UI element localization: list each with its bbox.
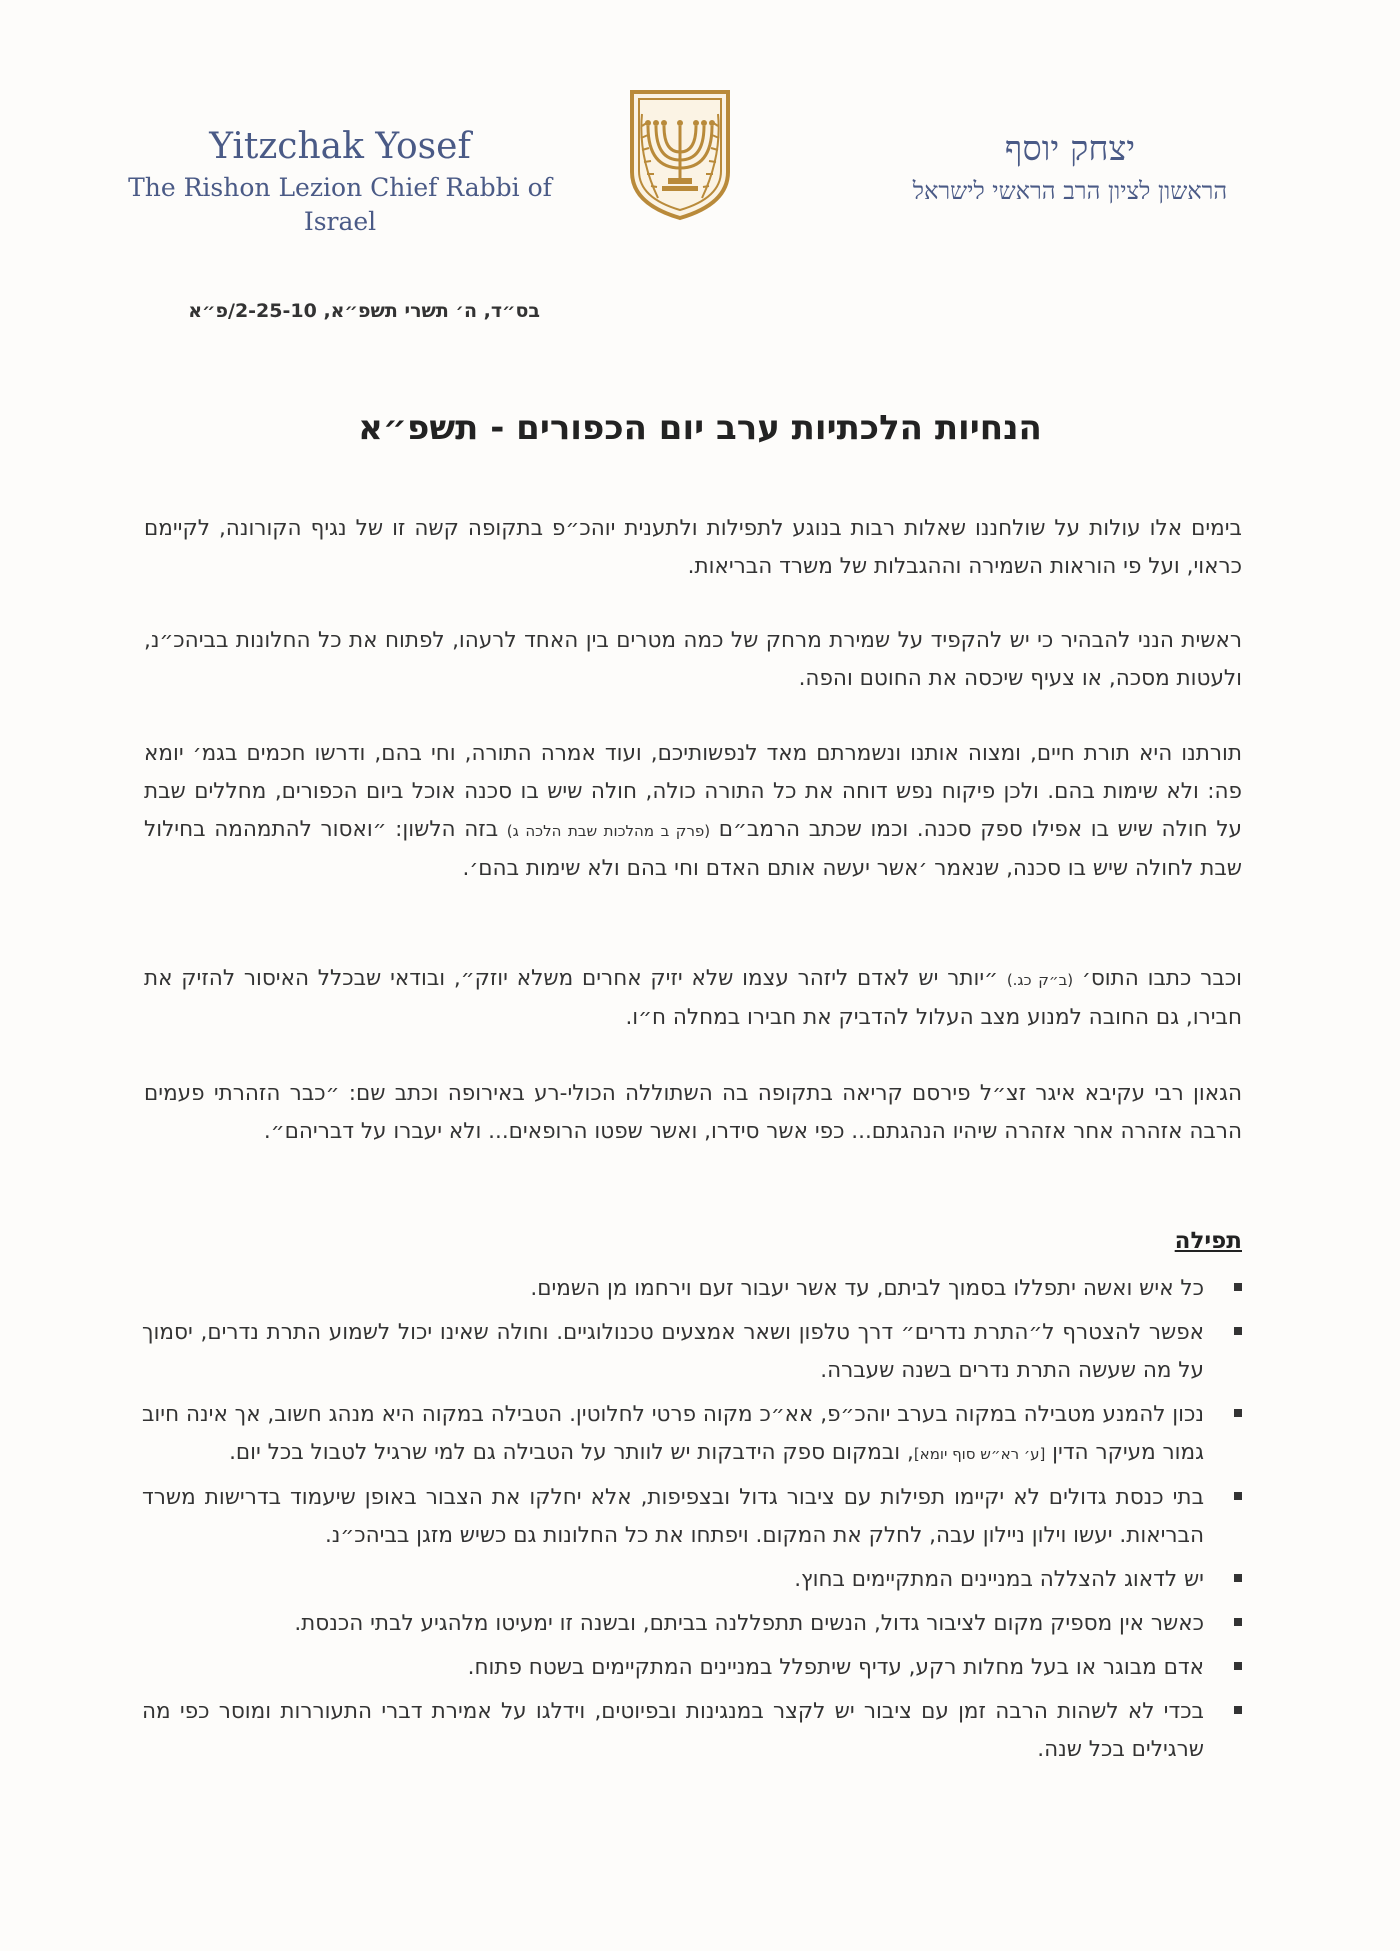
bullet-square-icon — [1234, 1618, 1242, 1626]
menorah-emblem-icon — [624, 86, 736, 222]
list-item — [142, 1270, 1242, 1308]
bullet-square-icon — [1234, 1409, 1242, 1417]
letterhead-title-en: The Rishon Lezion Chief Rabbi of Israel — [128, 173, 552, 236]
list-item-text: יש לדאוג להצללה במניינים המתקיימים בחוץ. — [794, 1567, 1204, 1592]
paragraph-4-citation: (ב״ק כג.) — [1006, 971, 1074, 989]
document-title: הנחיות הלכתיות ערב יום הכפורים - תשפ״א — [358, 408, 1042, 448]
list-item-text: כל איש ואשה יתפללו בסמוך לביתם, עד אשר יעבור זעם וירחמו מן השמים. — [530, 1276, 1204, 1301]
list-item — [142, 1693, 1242, 1769]
paragraph-3-text-a: תורתנו היא תורת חיים, ומצוה אותנו ונשמרתם מאד לנפשותיכם, ועוד אמרה התורה, וחי בהם, ודרשו חכמים בגמ׳ יומא פה: ולא שימות בהם. ולכן פיקוח נפש דוחה את כל התורה כולה, חולה שיש בו סכנה אוכל ביום הכפורים, מחללים שבת על חולה שיש בו אפילו ספק סכנה. וכמו שכתב הרמב״ם — [144, 741, 1243, 842]
letterhead-english — [100, 125, 580, 239]
list-item-citation: [ע׳ רא״ש סוף יומא] — [913, 1445, 1046, 1463]
letterhead-name-en: Yitzchak Yosef — [209, 126, 471, 167]
paragraph-2: ראשית הנני להבהיר כי יש להקפיד על שמירת מרחק של כמה מטרים בין האחד לרעהו, לפתוח את כל החלונות בביהכ״נ, ולעטות מסכה, או צעיף שיכסה את החוטם והפה. — [144, 628, 1242, 691]
letterhead-title-he: הראשון לציון הרב הראשי לישראל — [912, 177, 1228, 205]
bullet-square-icon — [1234, 1662, 1242, 1670]
list-item — [142, 1649, 1242, 1687]
list-item-text: כאשר אין מספיק מקום לציבור גדול, הנשים תתפללנה בביתם, ובשנה זו ימעיטו מלהגיע לבתי הכנסת. — [294, 1611, 1204, 1636]
prayer-guidelines-list — [142, 1270, 1242, 1775]
list-item-text: בכדי לא לשהות הרבה זמן עם ציבור יש לקצר במנגינות ובפיוטים, וידלגו על אמירת דברי התעוררות ומוסר כפי מה שרגילים בכל שנה. — [142, 1699, 1204, 1762]
list-item — [142, 1396, 1242, 1473]
paragraph-3 — [144, 735, 1242, 888]
list-item — [142, 1314, 1242, 1390]
letterhead-name-he: יצחק יוסף — [1004, 129, 1136, 169]
list-item-text: אפשר להצטרף ל״התרת נדרים״ דרך טלפון ושאר אמצעים טכנולוגיים. וחולה שאינו יכול לשמוע התרת נדרים, יסמוך על מה שעשה התרת נדרים בשנה שעברה. — [142, 1320, 1204, 1383]
section-title-prayer: תפילה — [1174, 1228, 1242, 1254]
paragraph-4-text-b: ״יותר יש לאדם ליזהר עצמו שלא יזיק אחרים משלא יוזק״, ובודאי שבכלל האיסור להזיק את חבירו, גם החובה למנוע מצב העלול להדביק את חבירו במחלה ח״ו. — [144, 966, 1242, 1030]
paragraph-3-citation: (פרק ב מהלכות שבת הלכה ג) — [506, 822, 711, 840]
paragraph-4 — [144, 960, 1242, 1037]
bullet-square-icon — [1234, 1706, 1242, 1714]
list-item-text-b: , ובמקום ספק הידבקות יש לוותר על הטבילה גם למי שרגיל לטבול בכל יום. — [229, 1440, 914, 1465]
paragraph-3-text-b: בזה הלשון: ״ואסור להתמהמה בחילול שבת לחולה שיש בו סכנה, שנאמר ׳אשר יעשה אותם האדם וחי בהם ולא שימות בהם׳. — [144, 817, 1242, 881]
letterhead-hebrew — [860, 128, 1280, 208]
bullet-square-icon — [1234, 1283, 1242, 1291]
date-reference: בס״ד, ה׳ תשרי תשפ״א, 2-25-10/פ״א — [188, 300, 540, 322]
bullet-square-icon — [1234, 1492, 1242, 1500]
list-item — [142, 1479, 1242, 1555]
paragraph-5: הגאון רבי עקיבא איגר זצ״ל פירסם קריאה בתקופה בה השתוללה הכולי-רע באירופה וכתב שם: ״כבר הזהרתי פעמים הרבה אזהרה אחר אזהרה שיהיו הנהגתם... כפי אשר סידרו, ואשר שפטו הרופאים... ולא יעברו על דבריהם״. — [144, 1081, 1242, 1144]
bullet-square-icon — [1234, 1327, 1242, 1335]
list-item-text: אדם מבוגר או בעל מחלות רקע, עדיף שיתפלל במניינים המתקיימים בשטח פתוח. — [467, 1655, 1204, 1680]
list-item — [142, 1605, 1242, 1643]
paragraph-4-text-a: וכבר כתבו התוס׳ — [1081, 966, 1242, 991]
list-item-text-a: נכון להמנע מטבילה במקוה בערב יוהכ״פ, אא״כ מקוה פרטי לחלוטין. הטבילה במקוה היא מנהג חשוב, אך אינה חיוב גמור מעיקר הדין — [142, 1402, 1204, 1465]
list-item — [142, 1561, 1242, 1599]
bullet-square-icon — [1234, 1574, 1242, 1582]
list-item-text: בתי כנסת גדולים לא יקיימו תפילות עם ציבור גדול ובצפיפות, אלא יחלקו את הצבור באופן שיעמוד בדרישות משרד הבריאות. יעשו וילון ניילון עבה, לחלק את המקום. ויפתחו את כל החלונות גם כשיש מזגן בביהכ״נ. — [142, 1485, 1204, 1548]
paragraph-1: בימים אלו עולות על שולחננו שאלות רבות בנוגע לתפילות ולתענית יוהכ״פ בתקופה קשה זו של נגיף הקורונה, לקיימם כראוי, ועל פי הוראות השמירה וההגבלות של משרד הבריאות. — [144, 516, 1242, 579]
